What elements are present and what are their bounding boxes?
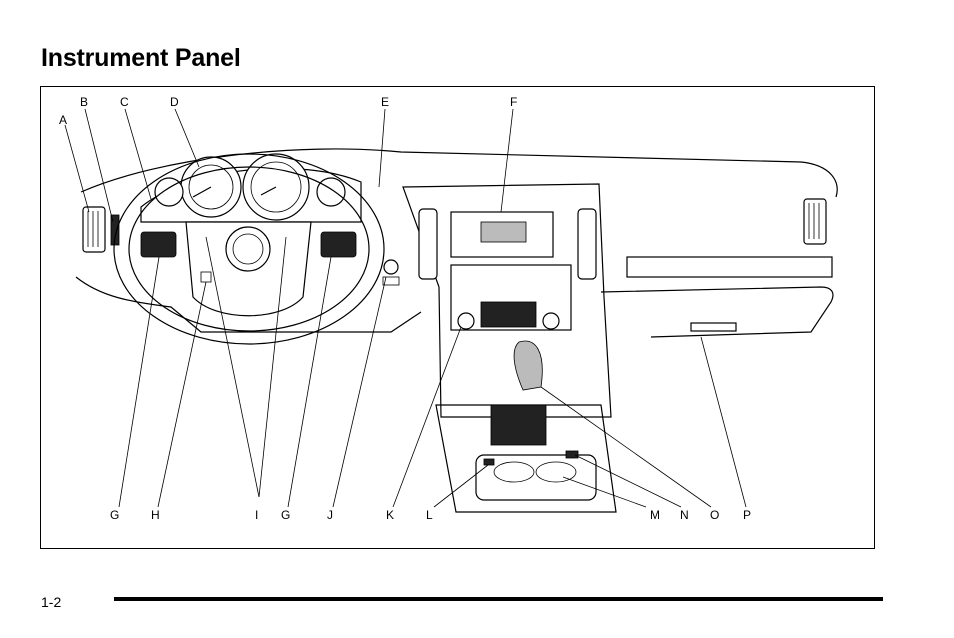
callout-label: F <box>510 95 518 109</box>
callout-label: K <box>386 508 395 522</box>
center-left-vent <box>419 209 437 279</box>
callout-label: I <box>255 508 259 522</box>
climate-buttons <box>481 302 536 327</box>
callout-label: C <box>120 95 129 109</box>
callout-label: D <box>170 95 179 109</box>
instrument-panel-drawing <box>41 87 876 550</box>
right-air-vent <box>804 199 826 244</box>
left-air-vent <box>83 207 105 252</box>
callout-label: M <box>650 508 660 522</box>
callout-label: A <box>59 113 68 127</box>
console-switch-left <box>484 459 494 465</box>
console-switch-right <box>566 451 578 458</box>
callout-leader-lines <box>65 109 746 507</box>
callout-label: H <box>151 508 160 522</box>
callout-label: O <box>710 508 720 522</box>
page-title: Instrument Panel <box>41 44 241 72</box>
passenger-trim-strip <box>627 257 832 277</box>
callout-label: N <box>680 508 689 522</box>
callout-label: G <box>110 508 120 522</box>
callout-label: E <box>381 95 390 109</box>
center-right-vent <box>578 209 596 279</box>
display-screen <box>481 222 526 242</box>
callout-label: B <box>80 95 89 109</box>
shift-gate <box>491 405 546 445</box>
footer-rule <box>114 597 883 601</box>
glovebox-handle <box>691 323 736 331</box>
right-steering-wheel-controls <box>321 232 356 257</box>
temperature-gauge <box>317 178 345 206</box>
page-number: 1-2 <box>41 594 62 610</box>
callout-label: P <box>743 508 752 522</box>
right-climate-knob <box>543 313 559 329</box>
callout-label: J <box>327 508 333 522</box>
left-steering-wheel-controls <box>141 232 176 257</box>
ignition-switch <box>384 260 398 274</box>
callout-label: L <box>426 508 433 522</box>
callout-label: G <box>281 508 291 522</box>
left-climate-knob <box>458 313 474 329</box>
shift-lever <box>514 341 542 390</box>
instrument-panel-illustration <box>40 86 875 549</box>
